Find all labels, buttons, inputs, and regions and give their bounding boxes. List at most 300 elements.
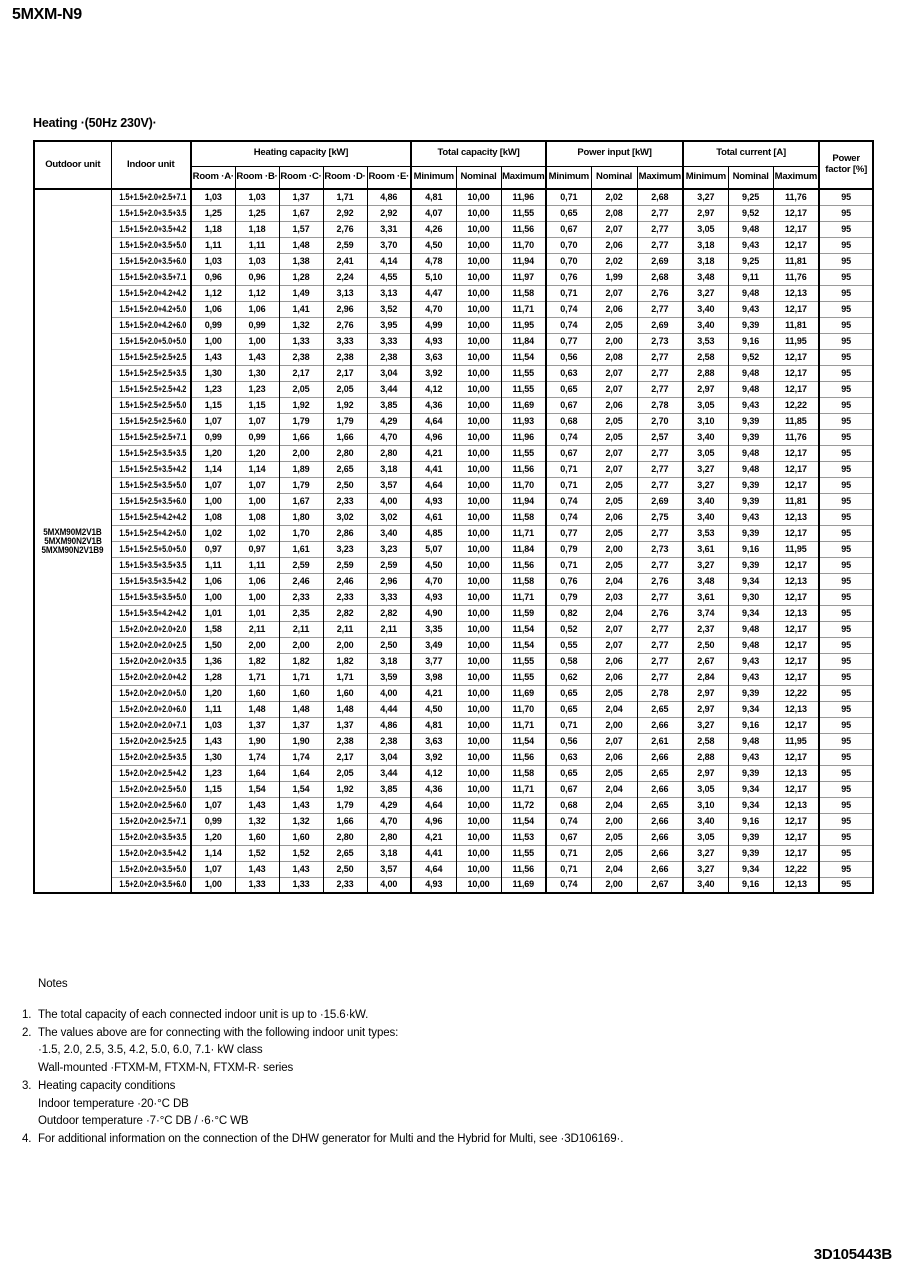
table-cell: 1,48 [235, 701, 279, 717]
table-row [34, 205, 873, 221]
table-cell: 9,48 [728, 733, 773, 749]
table-cell: 2,05 [591, 317, 637, 333]
col-header-room-d: Room ·D· [323, 166, 367, 189]
table-cell: 12,17 [773, 477, 819, 493]
table-row [34, 445, 873, 461]
table-cell: 10,00 [456, 413, 501, 429]
table-cell: 2,76 [637, 285, 683, 301]
table-cell: 4,07 [411, 205, 456, 221]
table-cell: 10,00 [456, 317, 501, 333]
table-cell: 1,74 [279, 749, 323, 765]
table-cell: 4,64 [411, 413, 456, 429]
table-cell: 3,23 [367, 541, 411, 557]
table-cell: 9,43 [728, 237, 773, 253]
table-cell: 1,20 [191, 445, 235, 461]
table-cell: 2,11 [367, 621, 411, 637]
table-cell: 95 [819, 845, 873, 861]
table-cell: 0,99 [235, 429, 279, 445]
table-cell: 95 [819, 333, 873, 349]
table-cell: 4,12 [411, 381, 456, 397]
table-cell: 1,79 [279, 477, 323, 493]
indoor-unit-combination: 1.5+2.0+2.0+2.0+2.0 [111, 621, 191, 637]
table-cell: 11,93 [501, 413, 546, 429]
table-cell: 2,33 [323, 877, 367, 893]
table-cell: 4,96 [411, 813, 456, 829]
table-cell: 95 [819, 637, 873, 653]
indoor-unit-combination: 1.5+1.5+3.5+3.5+5.0 [111, 589, 191, 605]
table-cell: 12,17 [773, 637, 819, 653]
table-cell: 0,71 [546, 189, 591, 205]
table-cell: 2,05 [591, 829, 637, 845]
table-cell: 10,00 [456, 205, 501, 221]
table-cell: 3,40 [683, 813, 728, 829]
table-cell: 9,48 [728, 621, 773, 637]
table-cell: 95 [819, 701, 873, 717]
table-cell: 10,00 [456, 237, 501, 253]
table-cell: 95 [819, 429, 873, 445]
table-cell: 2,38 [279, 349, 323, 365]
table-cell: 9,25 [728, 189, 773, 205]
table-cell: 2,69 [637, 253, 683, 269]
table-cell: 11,71 [501, 589, 546, 605]
table-cell: 1,00 [235, 333, 279, 349]
table-cell: 1,00 [191, 333, 235, 349]
table-row [34, 605, 873, 621]
table-cell: 11,85 [773, 413, 819, 429]
table-cell: 11,58 [501, 285, 546, 301]
table-cell: 1,79 [323, 797, 367, 813]
table-cell: 11,54 [501, 637, 546, 653]
table-cell: 1,48 [279, 237, 323, 253]
table-cell: 1,02 [235, 525, 279, 541]
table-cell: 4,81 [411, 189, 456, 205]
table-cell: 2,92 [323, 205, 367, 221]
table-cell: 11,71 [501, 717, 546, 733]
table-cell: 0,67 [546, 397, 591, 413]
table-cell: 9,48 [728, 461, 773, 477]
table-cell: 2,77 [637, 653, 683, 669]
table-cell: 0,74 [546, 429, 591, 445]
table-cell: 2,35 [279, 605, 323, 621]
table-cell: 1,33 [279, 877, 323, 893]
table-cell: 2,70 [637, 413, 683, 429]
table-cell: 12,17 [773, 813, 819, 829]
table-cell: 9,39 [728, 829, 773, 845]
table-cell: 1,43 [279, 861, 323, 877]
table-cell: 9,48 [728, 637, 773, 653]
table-cell: 2,05 [591, 525, 637, 541]
table-cell: 2,66 [637, 845, 683, 861]
table-cell: 2,80 [367, 829, 411, 845]
table-cell: 10,00 [456, 845, 501, 861]
table-cell: 11,69 [501, 685, 546, 701]
table-cell: 1,03 [191, 189, 235, 205]
table-cell: 1,15 [191, 397, 235, 413]
table-cell: 95 [819, 765, 873, 781]
table-cell: 2,00 [591, 541, 637, 557]
table-cell: 95 [819, 829, 873, 845]
table-cell: 95 [819, 621, 873, 637]
table-cell: 9,39 [728, 413, 773, 429]
table-cell: 3,27 [683, 861, 728, 877]
table-cell: 3,59 [367, 669, 411, 685]
table-cell: 9,39 [728, 477, 773, 493]
table-cell: 1,67 [279, 205, 323, 221]
table-cell: 2,77 [637, 557, 683, 573]
table-cell: 4,41 [411, 461, 456, 477]
table-cell: 3,02 [323, 509, 367, 525]
table-row [34, 573, 873, 589]
table-cell: 3,05 [683, 445, 728, 461]
table-cell: 12,17 [773, 445, 819, 461]
table-cell: 1,37 [323, 717, 367, 733]
note-number: 4. [22, 1132, 32, 1145]
table-cell: 95 [819, 397, 873, 413]
table-cell: 95 [819, 653, 873, 669]
table-cell: 1,00 [235, 589, 279, 605]
table-cell: 11,71 [501, 781, 546, 797]
table-cell: 2,00 [279, 637, 323, 653]
table-cell: 3,35 [411, 621, 456, 637]
table-cell: 4,47 [411, 285, 456, 301]
table-cell: 10,00 [456, 717, 501, 733]
table-cell: 95 [819, 301, 873, 317]
table-row [34, 317, 873, 333]
table-cell: 1,89 [279, 461, 323, 477]
table-cell: 2,97 [683, 205, 728, 221]
table-cell: 2,80 [323, 445, 367, 461]
table-cell: 11,81 [773, 317, 819, 333]
table-cell: 1,80 [279, 509, 323, 525]
table-cell: 10,00 [456, 381, 501, 397]
table-cell: 3,92 [411, 749, 456, 765]
table-cell: 9,16 [728, 877, 773, 893]
table-cell: 0,74 [546, 813, 591, 829]
table-cell: 1,90 [235, 733, 279, 749]
table-cell: 12,17 [773, 205, 819, 221]
table-cell: 3,23 [323, 541, 367, 557]
note-text: The values above are for connecting with the following indoor unit types: [38, 1026, 399, 1039]
table-cell: 2,76 [323, 221, 367, 237]
table-cell: 1,02 [191, 525, 235, 541]
table-cell: 9,43 [728, 653, 773, 669]
table-cell: 2,50 [323, 861, 367, 877]
indoor-unit-combination: 1.5+1.5+2.0+4.2+5.0 [111, 301, 191, 317]
table-row [34, 525, 873, 541]
table-cell: 3,05 [683, 829, 728, 845]
table-cell: 1,66 [323, 429, 367, 445]
table-row [34, 653, 873, 669]
table-cell: 2,06 [591, 237, 637, 253]
table-cell: 12,17 [773, 781, 819, 797]
table-cell: 3,40 [683, 877, 728, 893]
table-cell: 1,71 [323, 189, 367, 205]
table-cell: 3,05 [683, 221, 728, 237]
table-cell: 10,00 [456, 573, 501, 589]
table-cell: 2,11 [279, 621, 323, 637]
table-cell: 2,06 [591, 301, 637, 317]
table-cell: 2,82 [367, 605, 411, 621]
table-cell: 11,56 [501, 461, 546, 477]
table-cell: 2,05 [591, 493, 637, 509]
table-cell: 2,00 [591, 813, 637, 829]
table-cell: 11,81 [773, 493, 819, 509]
table-cell: 0,71 [546, 717, 591, 733]
table-cell: 95 [819, 237, 873, 253]
table-cell: 1,57 [279, 221, 323, 237]
table-cell: 1,30 [235, 365, 279, 381]
table-cell: 10,00 [456, 669, 501, 685]
table-cell: 0,79 [546, 589, 591, 605]
table-cell: 95 [819, 573, 873, 589]
table-cell: 10,00 [456, 701, 501, 717]
table-cell: 1,07 [235, 413, 279, 429]
table-cell: 1,12 [235, 285, 279, 301]
section-heading: Heating ·(50Hz 230V)· [33, 116, 157, 130]
table-cell: 2,17 [323, 749, 367, 765]
table-cell: 2,57 [637, 429, 683, 445]
table-cell: 11,55 [501, 669, 546, 685]
table-cell: 11,58 [501, 573, 546, 589]
table-cell: 0,65 [546, 381, 591, 397]
note-text: Wall-mounted ·FTXM-M, FTXM-N, FTXM-R· series [38, 1062, 294, 1075]
table-cell: 10,00 [456, 189, 501, 205]
table-cell: 9,43 [728, 749, 773, 765]
spec-table-body [34, 189, 873, 893]
table-cell: 1,00 [191, 589, 235, 605]
table-cell: 11,54 [501, 349, 546, 365]
table-row [34, 349, 873, 365]
table-cell: 1,32 [235, 813, 279, 829]
table-cell: 1,07 [235, 477, 279, 493]
table-cell: 2,50 [323, 477, 367, 493]
table-cell: 11,56 [501, 861, 546, 877]
table-row [34, 461, 873, 477]
table-cell: 3,33 [367, 333, 411, 349]
table-cell: 11,55 [501, 653, 546, 669]
table-cell: 2,07 [591, 221, 637, 237]
table-cell: 11,56 [501, 749, 546, 765]
table-cell: 2,84 [683, 669, 728, 685]
indoor-unit-combination: 1.5+1.5+2.5+3.5+6.0 [111, 493, 191, 509]
table-cell: 2,77 [637, 477, 683, 493]
table-cell: 0,68 [546, 797, 591, 813]
table-cell: 12,17 [773, 653, 819, 669]
table-cell: 1,43 [191, 349, 235, 365]
table-cell: 10,00 [456, 877, 501, 893]
table-cell: 1,12 [191, 285, 235, 301]
table-cell: 95 [819, 781, 873, 797]
indoor-unit-combination: 1.5+2.0+2.0+2.5+3.5 [111, 749, 191, 765]
table-cell: 9,34 [728, 781, 773, 797]
table-cell: 1,99 [591, 269, 637, 285]
table-cell: 0,74 [546, 509, 591, 525]
table-cell: 3,04 [367, 749, 411, 765]
table-cell: 4,64 [411, 797, 456, 813]
table-row [34, 189, 873, 205]
table-cell: 1,64 [279, 765, 323, 781]
table-cell: 3,05 [683, 781, 728, 797]
table-cell: 2,80 [323, 829, 367, 845]
table-cell: 11,97 [501, 269, 546, 285]
table-cell: 1,61 [279, 541, 323, 557]
table-cell: 9,11 [728, 269, 773, 285]
table-cell: 2,04 [591, 781, 637, 797]
table-cell: 1,06 [235, 573, 279, 589]
table-cell: 9,39 [728, 557, 773, 573]
table-cell: 12,17 [773, 621, 819, 637]
table-cell: 10,00 [456, 765, 501, 781]
table-cell: 9,39 [728, 685, 773, 701]
table-cell: 2,66 [637, 829, 683, 845]
col-group-total-current: Total current [A] [683, 141, 819, 166]
table-cell: 11,54 [501, 621, 546, 637]
table-cell: 1,20 [191, 685, 235, 701]
table-row [34, 637, 873, 653]
table-cell: 4,00 [367, 493, 411, 509]
table-cell: 1,01 [235, 605, 279, 621]
table-cell: 0,74 [546, 301, 591, 317]
indoor-unit-combination: 1.5+1.5+2.0+3.5+4.2 [111, 221, 191, 237]
table-cell: 2,97 [683, 701, 728, 717]
table-cell: 95 [819, 381, 873, 397]
indoor-unit-combination: 1.5+1.5+2.5+2.5+7.1 [111, 429, 191, 445]
table-cell: 2,24 [323, 269, 367, 285]
table-cell: 1,07 [191, 413, 235, 429]
table-cell: 0,63 [546, 749, 591, 765]
table-cell: 0,77 [546, 525, 591, 541]
table-cell: 1,82 [323, 653, 367, 669]
table-cell: 2,17 [279, 365, 323, 381]
table-cell: 95 [819, 189, 873, 205]
table-cell: 4,85 [411, 525, 456, 541]
table-cell: 2,00 [323, 637, 367, 653]
table-cell: 1,15 [235, 397, 279, 413]
table-cell: 1,64 [235, 765, 279, 781]
table-cell: 11,70 [501, 237, 546, 253]
table-row [34, 429, 873, 445]
indoor-unit-combination: 1.5+2.0+2.0+2.5+5.0 [111, 781, 191, 797]
table-cell: 2,38 [323, 349, 367, 365]
table-cell: 9,39 [728, 429, 773, 445]
table-cell: 12,13 [773, 797, 819, 813]
table-cell: 3,27 [683, 717, 728, 733]
table-cell: 3,27 [683, 557, 728, 573]
table-cell: 2,58 [683, 349, 728, 365]
col-header-indoor-unit: Indoor unit [111, 141, 191, 189]
table-cell: 10,00 [456, 349, 501, 365]
table-cell: 2,50 [367, 637, 411, 653]
table-cell: 1,52 [279, 845, 323, 861]
table-cell: 1,54 [235, 781, 279, 797]
table-cell: 1,43 [279, 797, 323, 813]
table-cell: 95 [819, 525, 873, 541]
table-cell: 2,77 [637, 669, 683, 685]
table-cell: 3,85 [367, 397, 411, 413]
col-header-total-current-nom: Nominal [728, 166, 773, 189]
table-cell: 3,53 [683, 525, 728, 541]
table-cell: 12,13 [773, 509, 819, 525]
table-cell: 1,41 [279, 301, 323, 317]
table-cell: 2,68 [637, 189, 683, 205]
table-cell: 2,00 [279, 445, 323, 461]
table-cell: 1,74 [235, 749, 279, 765]
table-cell: 3,27 [683, 189, 728, 205]
table-cell: 1,23 [191, 765, 235, 781]
table-cell: 1,11 [235, 557, 279, 573]
indoor-unit-combination: 1.5+1.5+2.5+2.5+5.0 [111, 397, 191, 413]
table-cell: 3,61 [683, 589, 728, 605]
table-cell: 1,70 [279, 525, 323, 541]
table-cell: 1,92 [279, 397, 323, 413]
table-row [34, 365, 873, 381]
indoor-unit-combination: 1.5+1.5+2.0+4.2+4.2 [111, 285, 191, 301]
table-cell: 4,86 [367, 717, 411, 733]
note-text: The total capacity of each connected indoor unit is up to ·15.6·kW. [38, 1009, 369, 1021]
table-row [34, 717, 873, 733]
indoor-unit-combination: 1.5+1.5+2.5+2.5+4.2 [111, 381, 191, 397]
table-cell: 11,54 [501, 813, 546, 829]
table-cell: 2,07 [591, 445, 637, 461]
table-row [34, 877, 873, 893]
table-cell: 10,00 [456, 445, 501, 461]
table-cell: 4,99 [411, 317, 456, 333]
notes-section [22, 978, 888, 1149]
table-cell: 11,72 [501, 797, 546, 813]
table-cell: 1,20 [235, 445, 279, 461]
table-cell: 2,92 [367, 205, 411, 221]
table-cell: 0,96 [235, 269, 279, 285]
table-row [34, 765, 873, 781]
col-header-room-c: Room ·C· [279, 166, 323, 189]
table-cell: 2,66 [637, 813, 683, 829]
table-cell: 4,50 [411, 701, 456, 717]
table-cell: 0,99 [235, 317, 279, 333]
table-cell: 1,06 [191, 301, 235, 317]
table-cell: 11,71 [501, 525, 546, 541]
table-row [34, 301, 873, 317]
table-cell: 12,22 [773, 397, 819, 413]
table-cell: 11,54 [501, 733, 546, 749]
table-cell: 0,82 [546, 605, 591, 621]
table-cell: 10,00 [456, 365, 501, 381]
table-cell: 3,63 [411, 733, 456, 749]
table-row [34, 589, 873, 605]
table-cell: 1,79 [279, 413, 323, 429]
table-cell: 3,74 [683, 605, 728, 621]
table-cell: 0,58 [546, 653, 591, 669]
table-cell: 10,00 [456, 781, 501, 797]
table-cell: 0,70 [546, 253, 591, 269]
table-cell: 4,21 [411, 445, 456, 461]
table-cell: 11,95 [773, 733, 819, 749]
indoor-unit-combination: 1.5+2.0+2.0+3.5+4.2 [111, 845, 191, 861]
table-cell: 0,56 [546, 733, 591, 749]
table-cell: 1,03 [235, 189, 279, 205]
table-cell: 4,00 [367, 877, 411, 893]
table-cell: 1,06 [235, 301, 279, 317]
table-cell: 4,61 [411, 509, 456, 525]
table-cell: 2,41 [323, 253, 367, 269]
table-cell: 4,50 [411, 557, 456, 573]
table-cell: 4,64 [411, 477, 456, 493]
note-text: Outdoor temperature ·7·°C DB / ·6·°C WB [38, 1115, 249, 1128]
table-cell: 1,33 [235, 877, 279, 893]
table-cell: 4,93 [411, 333, 456, 349]
table-row [34, 797, 873, 813]
indoor-unit-combination: 1.5+2.0+2.0+2.5+2.5 [111, 733, 191, 749]
table-cell: 0,74 [546, 877, 591, 893]
